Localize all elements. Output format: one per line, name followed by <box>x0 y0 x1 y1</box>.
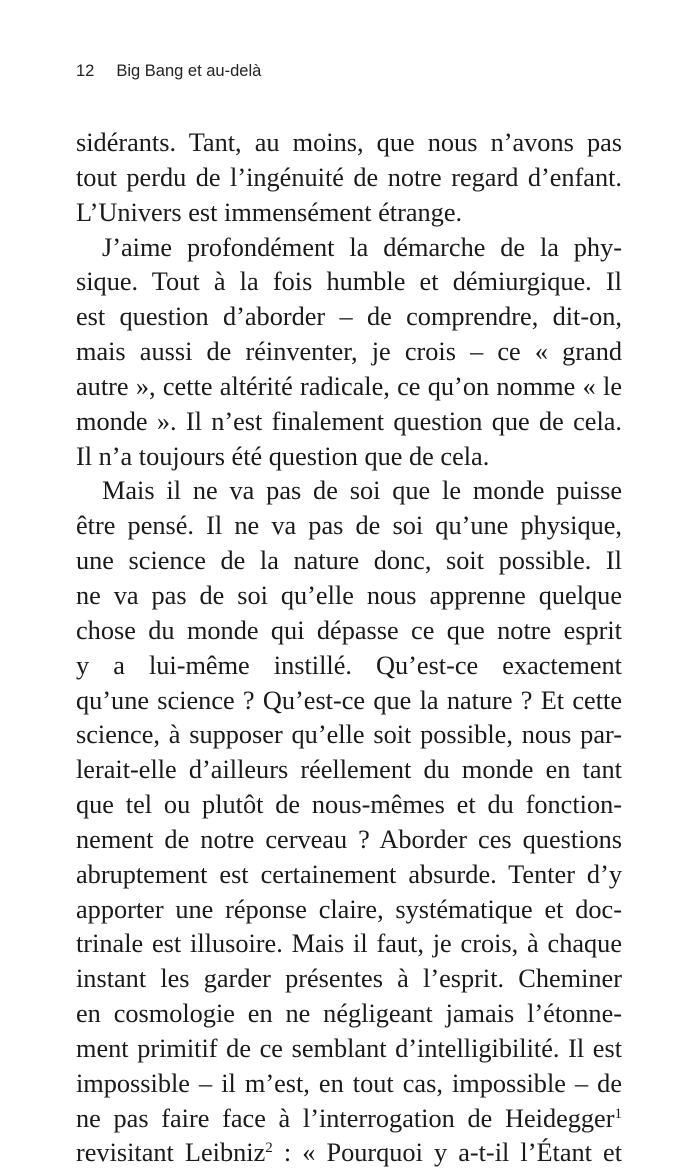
running-title: Big Bang et au-delà <box>116 62 262 80</box>
text-line: science, à supposer qu’elle soit possible, nous par- <box>76 720 622 750</box>
text-line: abruptement est certainement absurde. Tenter d’y <box>76 859 622 889</box>
text-line: lerait-elle d’ailleurs réellement du monde en tant <box>76 755 622 785</box>
body-text <box>76 126 622 1171</box>
text-line: être pensé. Il ne va pas de soi qu’une physique, <box>76 511 622 541</box>
text-line: autre », cette altérité radicale, ce qu’on nomme « le <box>76 371 622 401</box>
text-line: que tel ou plutôt de nous-mêmes et du fonction- <box>76 790 622 820</box>
text-line: impossible – il m’est, en tout cas, impossible – de <box>76 1068 622 1098</box>
text-line: L’Univers est immensément étrange. <box>76 197 463 227</box>
text-line: chose du monde qui dépasse ce que notre esprit <box>76 615 622 645</box>
text-line: sique. Tout à la fois humble et démiurgique. Il <box>76 267 622 297</box>
text-line: ment primitif de ce semblant d’intelligibilité. Il est <box>76 1033 622 1063</box>
text-line: apporter une réponse claire, systématique et doc- <box>76 894 622 924</box>
text-line: est question d’aborder – de comprendre, dit-on, <box>76 302 622 332</box>
running-head <box>76 62 261 81</box>
text-line: monde ». Il n’est finalement question que de cela. <box>76 406 622 436</box>
text-line: Il n’a toujours été question que de cela. <box>76 441 490 471</box>
text-line: ne pas faire face à l’interrogation de Heidegger$^1$ <box>76 1103 622 1133</box>
text-line: instant les garder présentes à l’esprit. Cheminer <box>76 964 622 994</box>
footnote-marker: 2 <box>265 1140 273 1157</box>
text-line: trinale est illusoire. Mais il faut, je crois, à chaque <box>76 929 622 959</box>
text-line: en cosmologie en ne négligeant jamais l’étonne- <box>76 999 622 1029</box>
text-line: J’aime profondément la démarche de la phy- <box>102 232 622 262</box>
footnote-marker: 1 <box>614 1105 622 1122</box>
text-line: ne va pas de soi qu’elle nous apprenne quelque <box>76 580 622 610</box>
text-line: une science de la nature donc, soit possible. Il <box>76 546 622 576</box>
text-line: y a lui-même instillé. Qu’est-ce exactement <box>76 650 622 680</box>
text-line: nement de notre cerveau ? Aborder ces questions <box>76 824 622 854</box>
text-line: mais aussi de réinventer, je crois – ce « grand <box>76 337 622 367</box>
text-line: sidérants. Tant, au moins, que nous n’avons pas <box>76 128 622 157</box>
text-line: Mais il ne va pas de soi que le monde puisse <box>102 476 622 506</box>
text-line: revisitant Leibniz$^2$ : « Pourquoi y a-t-il l’Étant et <box>76 1138 623 1168</box>
text-line: tout perdu de l’ingénuité de notre regard d’enfant. <box>76 162 622 192</box>
page-number: 12 <box>76 62 95 80</box>
text-line: qu’une science ? Qu’est-ce que la nature ? Et cette <box>76 685 622 715</box>
